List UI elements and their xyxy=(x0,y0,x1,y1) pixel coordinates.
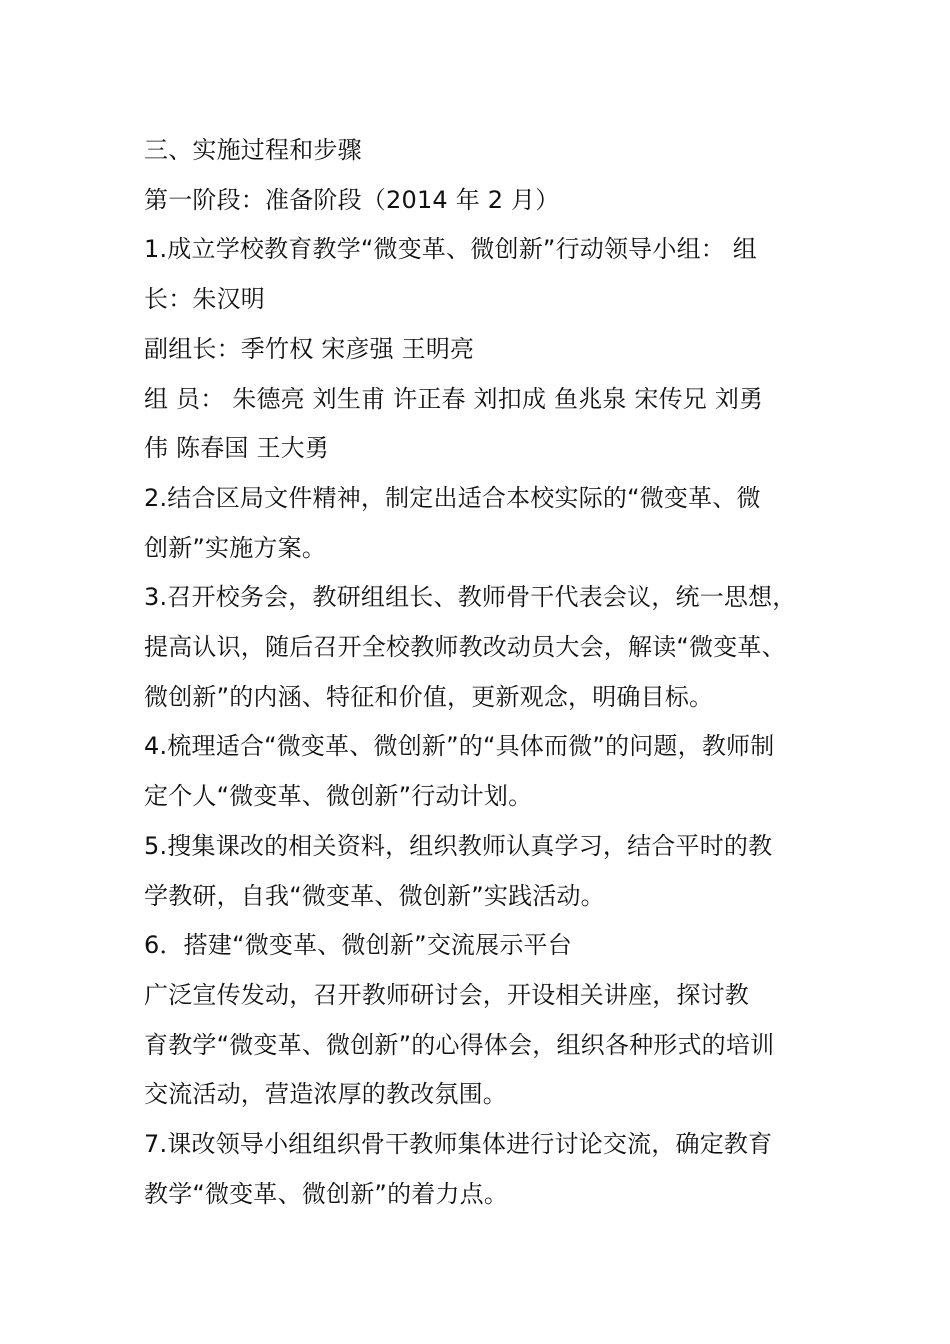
text-line: 教学“微变革、微创新”的着力点。 xyxy=(144,1179,509,1208)
text-line: 4.梳理适合“微变革、微创新”的“具体而微”的问题，教师制 xyxy=(144,732,775,761)
document-body xyxy=(144,126,834,1219)
text-line: 2.结合区局文件精神，制定出适合本校实际的“微变革、微 xyxy=(144,483,761,512)
section-heading: 三、实施过程和步骤 xyxy=(144,136,362,164)
text-line: 提高认识，随后召开全校教师教改动员大会，解读“微变革、 xyxy=(144,633,786,662)
text-line: 7.课改领导小组组织骨干教师集体进行讨论交流，确定教育 xyxy=(144,1130,773,1159)
text-line: 组 员： 朱德亮 刘生甫 许正春 刘扣成 鱼兆泉 宋传兄 刘勇 xyxy=(144,384,764,413)
stage-heading: 第一阶段：准备阶段（2014 年 2 月） xyxy=(144,185,560,214)
text-line: 1.成立学校教育教学“微变革、微创新”行动领导小组： 组 xyxy=(144,235,757,264)
text-line: 伟 陈春国 王大勇 xyxy=(144,434,330,463)
text-line: 交流活动，营造浓厚的教改氛围。 xyxy=(144,1080,507,1109)
text-line: 5.搜集课改的相关资料，组织教师认真学习，结合平时的教 xyxy=(144,831,773,860)
text-line: 广泛宣传发动，召开教师研讨会，开设相关讲座，探讨教 xyxy=(144,980,749,1009)
text-line: 学教研，自我“微变革、微创新”实践活动。 xyxy=(144,881,605,910)
text-line: 副组长：季竹权 宋彦强 王明亮 xyxy=(144,334,475,363)
text-line: 长：朱汉明 xyxy=(144,285,265,314)
text-line: 定个人“微变革、微创新”行动计划。 xyxy=(144,782,533,811)
text-line: 创新”实施方案。 xyxy=(144,533,327,562)
text-line: 3.召开校务会，教研组组长、教师骨干代表会议，统一思想， xyxy=(144,583,797,612)
text-line: 育教学“微变革、微创新”的心得体会，组织各种形式的培训 xyxy=(144,1030,775,1059)
text-line: 6．搭建“微变革、微创新”交流展示平台 xyxy=(144,931,572,960)
text-line: 微创新”的内涵、特征和价值，更新观念，明确目标。 xyxy=(144,682,714,711)
